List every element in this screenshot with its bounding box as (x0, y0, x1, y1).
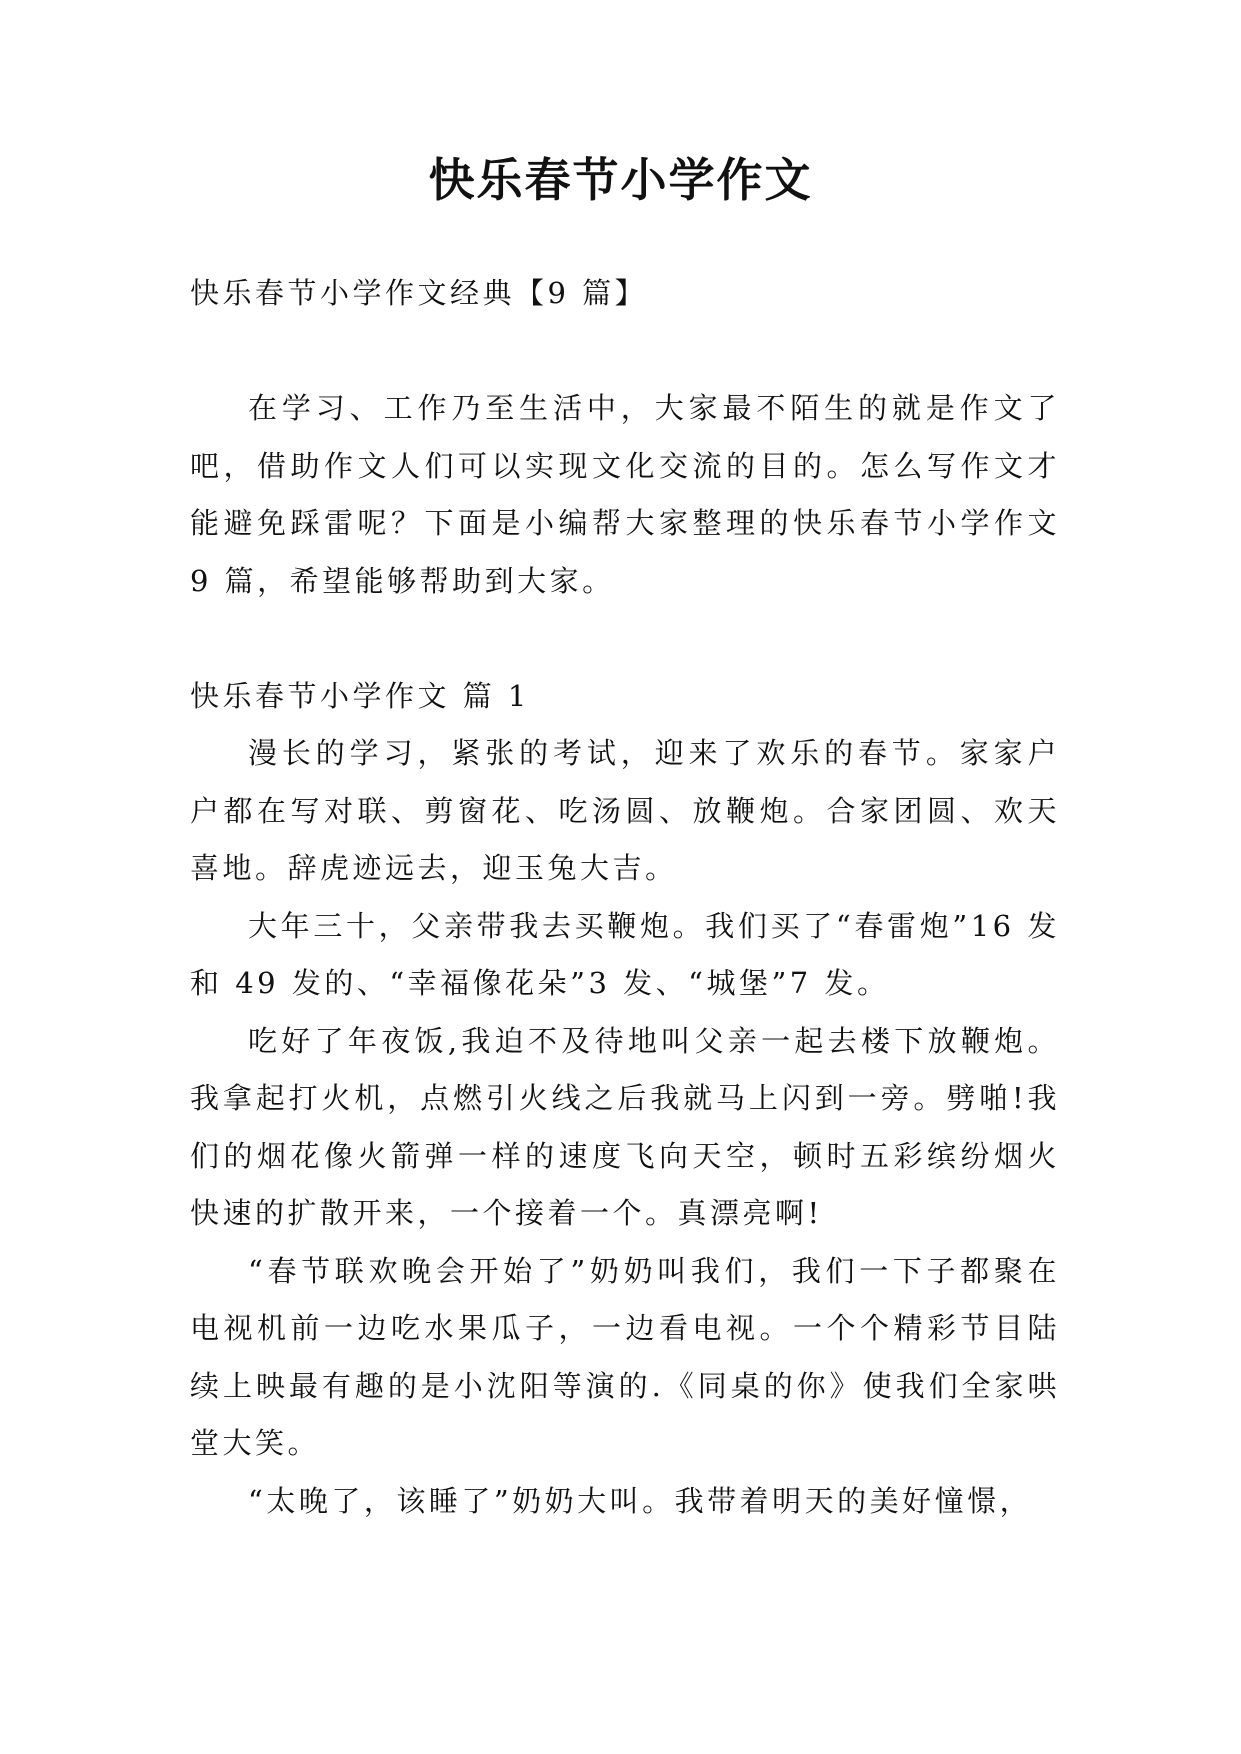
body-paragraph: “春节联欢晚会开始了”奶奶叫我们，我们一下子都聚在电视机前一边吃水果瓜子，一边看电视。一个个精彩节目陆续上映最有趣的是小沈阳等演的.《同桌的你》使我们全家哄堂大笑。 (190, 1253, 1060, 1460)
body-paragraph: “太晚了，该睡了”奶奶大叫。我带着明天的美好憧憬， (248, 1483, 1033, 1518)
document-body (190, 265, 1060, 1530)
document-title: 快乐春节小学作文 (428, 153, 813, 207)
document-subtitle: 快乐春节小学作文经典【9 篇】 (190, 276, 648, 310)
intro-paragraph: 在学习、工作乃至生活中，大家最不陌生的就是作文了吧，借助作文人们可以实现文化交流的目的。怎么写作文才能避免踩雷呢？下面是小编帮大家整理的快乐春节小学作文 9 篇，希望能够帮助到大家。 (190, 391, 1060, 598)
section-heading: 快乐春节小学作文 篇 1 (190, 678, 530, 713)
body-paragraph: 大年三十，父亲带我去买鞭炮。我们买了“春雷炮”16 发和 49 发的、“幸福像花朵”3 发、“城堡”7 发。 (190, 908, 1060, 1000)
blank-line (190, 610, 1060, 668)
body-paragraph: 吃好了年夜饭,我迫不及待地叫父亲一起去楼下放鞭炮。我拿起打火机，点燃引火线之后我就马上闪到一旁。劈啪!我们的烟花像火箭弹一样的速度飞向天空，顿时五彩缤纷烟火快速的扩散开来，一个接着一个。真漂亮啊! (190, 1023, 1060, 1230)
blank-line (190, 323, 1060, 381)
body-paragraph: 漫长的学习，紧张的考试，迎来了欢乐的春节。家家户户都在写对联、剪窗花、吃汤圆、放鞭炮。合家团圆、欢天喜地。辞虎迹远去，迎玉兔大吉。 (190, 736, 1060, 885)
